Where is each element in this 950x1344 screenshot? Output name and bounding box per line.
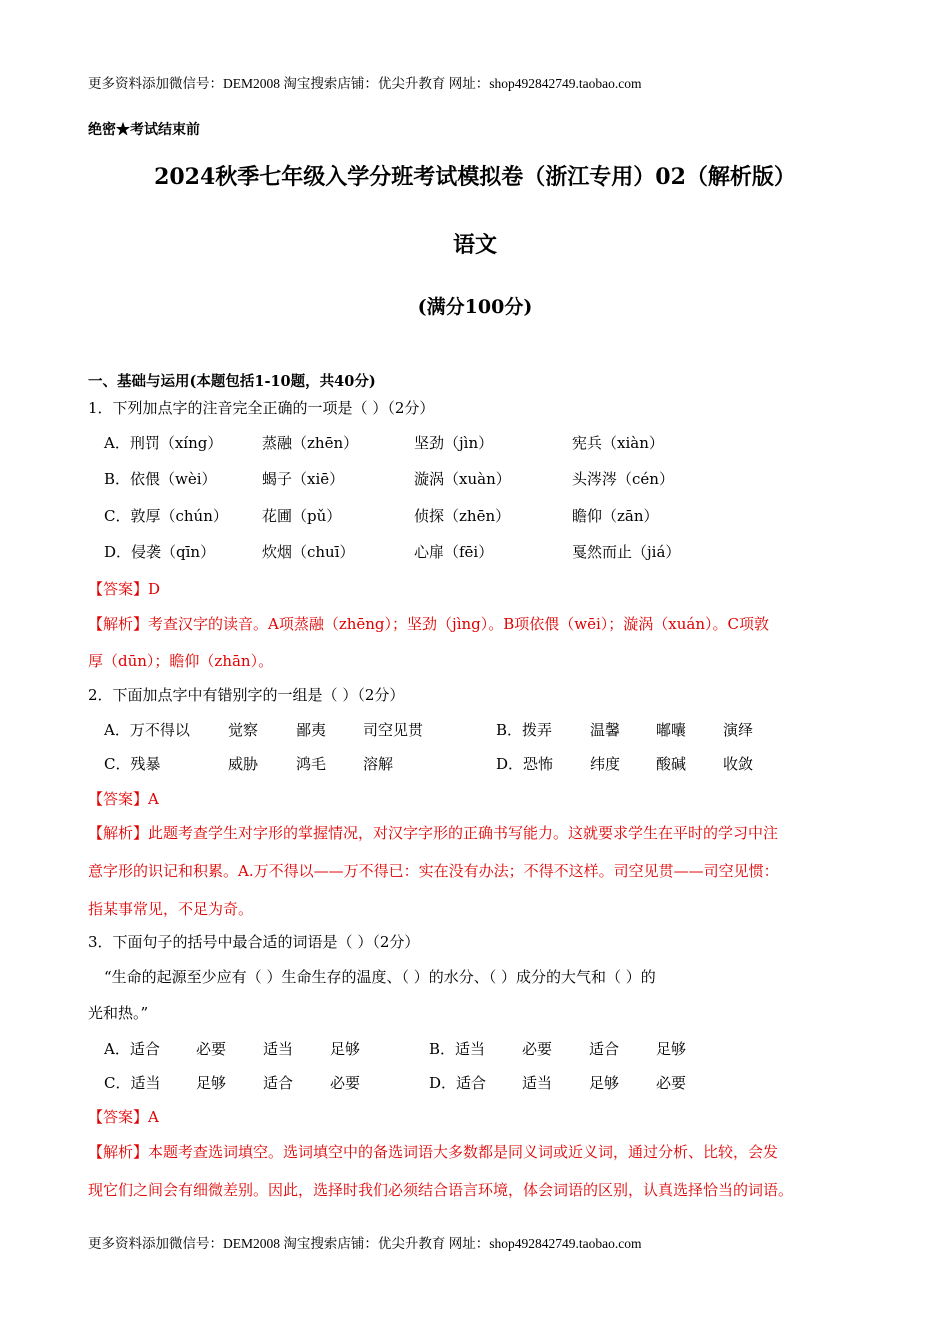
option-text: A．万不得以 bbox=[104, 721, 190, 739]
option-text: C．残暴 bbox=[104, 755, 161, 773]
option-text: 纬度 bbox=[590, 755, 621, 773]
option-text: 必要 bbox=[196, 1040, 227, 1058]
option-text: 司空见贯 bbox=[363, 721, 424, 739]
question-2-stem: 2．下面加点字中有错别字的一组是（ ）（2分） bbox=[88, 686, 405, 704]
question-3-explanation-line: 【解析】本题考查选词填空。选词填空中的备选词语大多数都是同义词或近义词，通过分析、比较，会发 bbox=[88, 1143, 779, 1161]
option-text: 蝎子（xiē） bbox=[262, 470, 345, 488]
page-title: 2024秋季七年级入学分班考试模拟卷（浙江专用）02（解析版） bbox=[154, 164, 796, 190]
option-text: 必要 bbox=[522, 1040, 553, 1058]
question-2-explanation-line: 【解析】此题考查学生对字形的掌握情况，对汉字字形的正确书写能力。这就要求学生在平时的学习中注 bbox=[88, 824, 779, 842]
option-text: 温馨 bbox=[590, 721, 621, 739]
section-heading: 一、基础与运用(本题包括1-10题，共40分) bbox=[88, 373, 376, 390]
question-1-explanation-line: 厚（dūn）；瞻仰（zhān）。 bbox=[88, 652, 274, 670]
full-score: (满分100分) bbox=[417, 296, 533, 318]
option-text: 适当 bbox=[263, 1040, 294, 1058]
option-text: 足够 bbox=[589, 1074, 620, 1092]
question-3-explanation-line: 现它们之间会有细微差别。因此，选择时我们必须结合语言环境，体会词语的区别，认真选择恰当的词语。 bbox=[88, 1181, 794, 1199]
option-text: 威胁 bbox=[228, 755, 259, 773]
option-text: 收敛 bbox=[723, 755, 754, 773]
option-text: 瞻仰（zān） bbox=[572, 507, 659, 525]
option-text: C．适当 bbox=[104, 1074, 161, 1092]
option-text: D．侵袭（qīn） bbox=[104, 543, 216, 561]
option-text: 足够 bbox=[656, 1040, 687, 1058]
question-1-answer: 【答案】D bbox=[88, 580, 161, 598]
question-3-sentence-line: “生命的起源至少应有（ ）生命生存的温度、（ ）的水分、（ ）成分的大气和（ ）的 bbox=[104, 968, 656, 986]
question-3-stem: 3．下面句子的括号中最合适的词语是（ ）（2分） bbox=[88, 933, 420, 951]
option-text: B．适当 bbox=[429, 1040, 486, 1058]
option-text: 必要 bbox=[656, 1074, 687, 1092]
option-text: 炊烟（chuī） bbox=[262, 543, 355, 561]
option-text: A．适合 bbox=[104, 1040, 160, 1058]
option-text: B．依偎（wèi） bbox=[104, 470, 217, 488]
confidential-label: 绝密★考试结束前 bbox=[88, 122, 200, 138]
option-text: 适当 bbox=[522, 1074, 553, 1092]
option-text: 鄙夷 bbox=[296, 721, 327, 739]
option-text: 酸碱 bbox=[656, 755, 687, 773]
option-text: 足够 bbox=[196, 1074, 227, 1092]
option-text: B．拨弄 bbox=[496, 721, 553, 739]
option-text: 侦探（zhēn） bbox=[414, 507, 511, 525]
option-text: 适合 bbox=[589, 1040, 620, 1058]
option-text: 蒸融（zhēn） bbox=[262, 434, 359, 452]
option-text: 漩涡（xuàn） bbox=[414, 470, 511, 488]
option-text: 坚劲（jìn） bbox=[414, 434, 494, 452]
option-text: 嘟囔 bbox=[656, 721, 687, 739]
option-text: 头涔涔（cén） bbox=[572, 470, 674, 488]
option-text: 必要 bbox=[330, 1074, 361, 1092]
question-1-explanation-line: 【解析】考查汉字的读音。A项蒸融（zhēng）；坚劲（jìng）。B项依偎（wēi）；漩涡（xuán）。C项敦 bbox=[88, 615, 769, 633]
option-text: 溶解 bbox=[363, 755, 394, 773]
header-contact-line: 更多资料添加微信号：DEM2008 淘宝搜索店铺：优尖升教育 网址：shop492842749.taobao.com bbox=[88, 76, 642, 91]
option-text: 宪兵（xiàn） bbox=[572, 434, 664, 452]
option-text: 戛然而止（jiá） bbox=[572, 543, 681, 561]
footer-contact-line: 更多资料添加微信号：DEM2008 淘宝搜索店铺：优尖升教育 网址：shop492842749.taobao.com bbox=[88, 1236, 642, 1251]
option-text: D．适合 bbox=[429, 1074, 487, 1092]
option-text: D．恐怖 bbox=[496, 755, 554, 773]
option-text: 足够 bbox=[330, 1040, 361, 1058]
option-text: 觉察 bbox=[228, 721, 259, 739]
question-1-stem: 1．下列加点字的注音完全正确的一项是（ ）（2分） bbox=[88, 399, 435, 417]
option-text: A．刑罚（xíng） bbox=[104, 434, 223, 452]
option-text: 心扉（fēi） bbox=[414, 543, 494, 561]
subject-title: 语文 bbox=[452, 232, 497, 258]
option-text: 适合 bbox=[263, 1074, 294, 1092]
option-text: C．敦厚（chún） bbox=[104, 507, 228, 525]
option-text: 花圃（pǔ） bbox=[262, 507, 342, 525]
question-2-explanation-line: 意字形的识记和积累。A.万不得以——万不得已：实在没有办法；不得不这样。司空见贯——司空见惯： bbox=[88, 862, 779, 880]
question-2-answer: 【答案】A bbox=[88, 790, 159, 808]
option-text: 鸿毛 bbox=[296, 755, 327, 773]
option-text: 演绎 bbox=[723, 721, 754, 739]
question-3-sentence-line: 光和热。” bbox=[88, 1004, 149, 1022]
question-2-explanation-line: 指某事常见，不足为奇。 bbox=[88, 900, 254, 918]
question-3-answer: 【答案】A bbox=[88, 1108, 159, 1126]
